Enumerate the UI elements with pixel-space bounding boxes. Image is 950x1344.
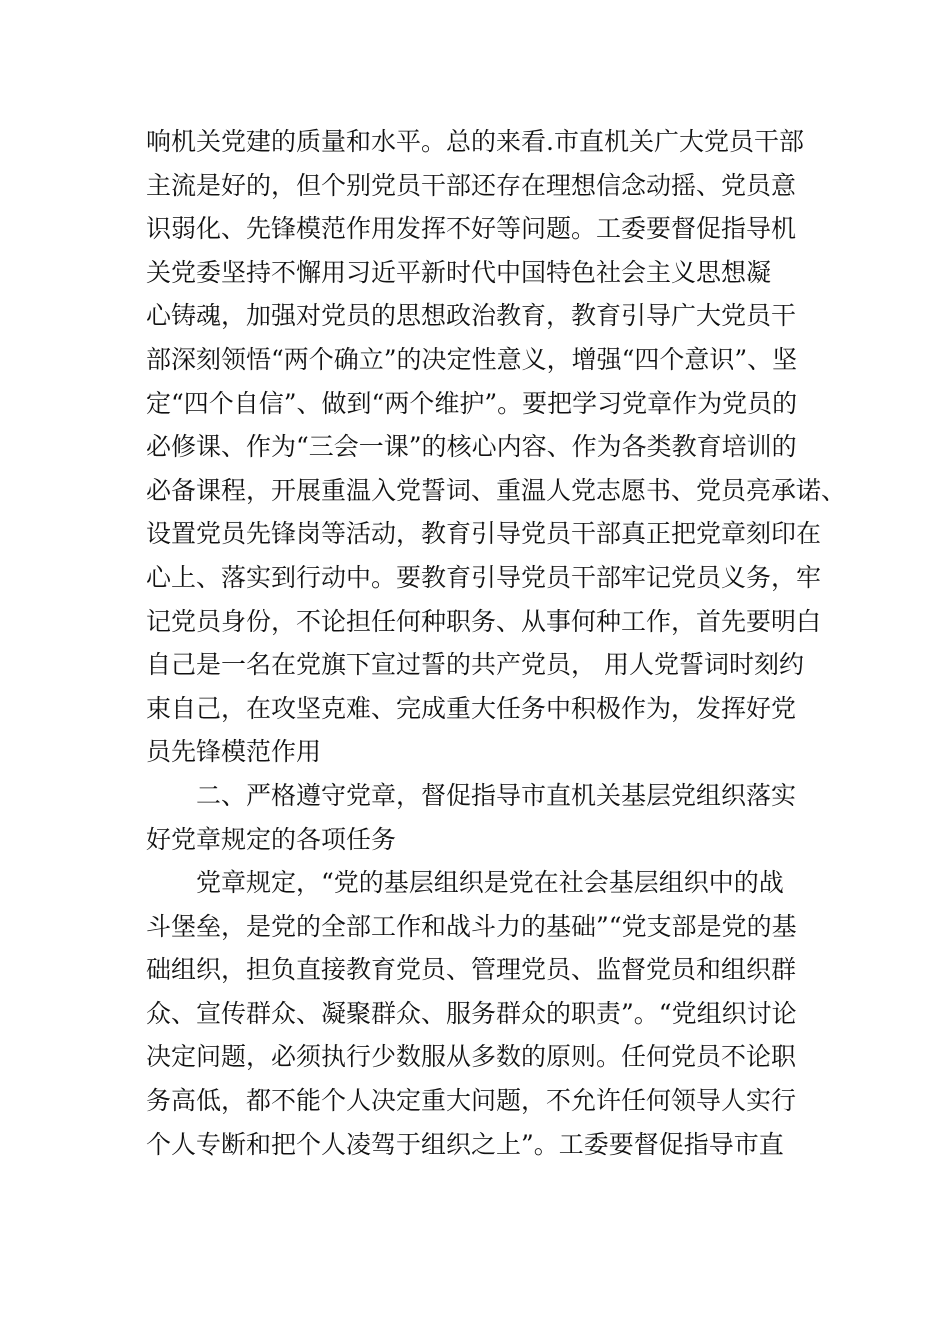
text-line: 斗堡垒，是党的全部工作和战斗力的基础”“党支部是党的基 <box>146 911 797 941</box>
paragraph-continued <box>146 120 847 774</box>
text-line: 响机关党建的质量和水平。总的来看.市直机关广大党员干部 <box>146 127 804 156</box>
text-line: 记党员身份，不论担任何种职务、从事何种工作，首先要明白 <box>146 606 822 636</box>
text-line: 个人专断和把个人凌驾于组织之上”。工委要督促指导市直 <box>146 1129 784 1159</box>
text-line: 主流是好的，但个别党员干部还存在理想信念动摇、党员意 <box>146 170 797 200</box>
text-line: 务高低，都不能个人决定重大问题，不允许任何领导人实行 <box>146 1086 797 1116</box>
text-line: 定“四个自信”、做到“两个维护”。要把学习党章作为党员的 <box>146 388 798 418</box>
paragraph <box>146 861 826 1166</box>
text-line: 束自己，在攻坚克难、完成重大任务中积极作为，发挥好党 <box>146 693 797 723</box>
text-line: 关党委坚持不懈用习近平新时代中国特色社会主义思想凝 <box>146 257 772 287</box>
text-line: 础组织，担负直接教育党员、管理党员、监督党员和组织群 <box>146 955 797 985</box>
text-line: 必修课、作为“三会一课”的核心内容、作为各类教育培训的 <box>146 432 797 462</box>
text-line: 党章规定，“党的基层组织是党在社会基层组织中的战 <box>196 868 784 898</box>
text-line: 设置党员先锋岗等活动，教育引导党员干部真正把党章刻印在 <box>146 519 822 549</box>
text-line: 必备课程，开展重温入党誓词、重温人党志愿书、党员亮承诺、 <box>146 475 847 505</box>
section-heading <box>146 774 826 861</box>
text-line: 识弱化、先锋模范作用发挥不好等问题。工委要督促指导机 <box>146 214 797 244</box>
heading-line: 二、严格遵守党章，督促指导市直机关基层党组织落实 <box>196 780 797 810</box>
text-line: 心上、落实到行动中。要教育引导党员干部牢记党员义务，牢 <box>146 562 822 592</box>
document-body <box>146 120 847 1166</box>
text-line: 自己是一名在党旗下宣过誓的共产党员， 用人党誓词时刻约 <box>146 650 804 680</box>
text-line: 心铸魂，加强对党员的思想政治教育，教育引导广大党员干 <box>146 301 797 331</box>
text-line: 决定问题，必须执行少数服从多数的原则。任何党员不论职 <box>146 1042 797 1072</box>
text-line: 众、宣传群众、凝聚群众、服务群众的职责”。“党组织讨论 <box>146 998 797 1028</box>
heading-line: 好党章规定的各项任务 <box>146 824 397 854</box>
text-line: 部深刻领悟“两个确立”的决定性意义，增强“四个意识”、坚 <box>146 344 798 374</box>
text-line: 员先锋模范作用 <box>146 737 322 767</box>
